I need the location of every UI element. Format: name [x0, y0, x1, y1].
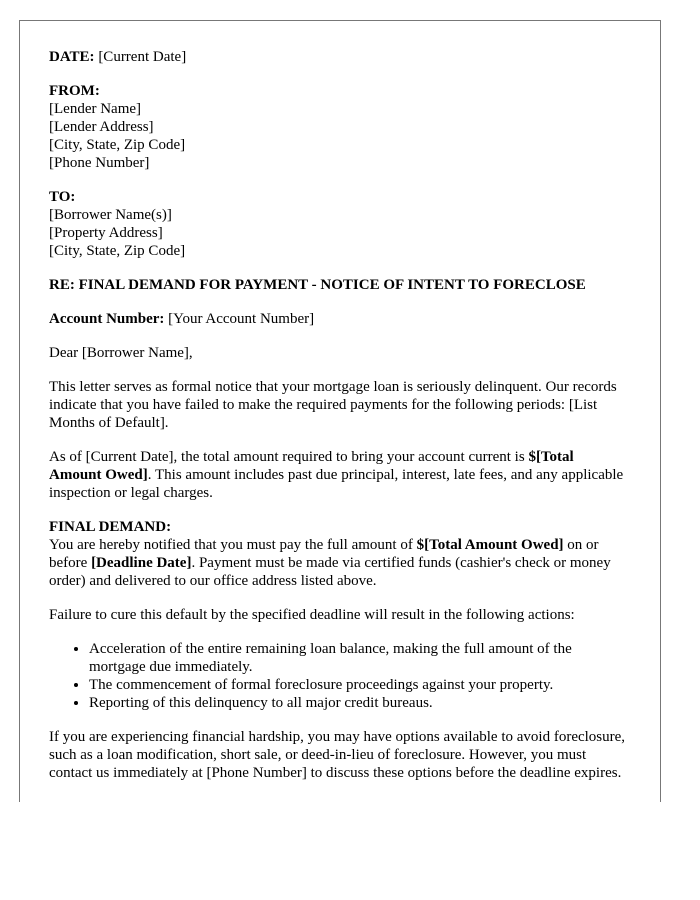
date-value: [Current Date] — [98, 49, 187, 65]
to-property-address: [Property Address] — [49, 225, 163, 241]
from-lender-name: [Lender Name] — [49, 101, 142, 117]
to-city-state-zip: [City, State, Zip Code] — [49, 243, 186, 259]
list-item: • Acceleration of the entire remaining loan balance, making the full amount of the mortgage due immediately. — [89, 640, 629, 676]
to-borrower-names: [Borrower Name(s)] — [49, 207, 172, 223]
amount-paragraph-part1: As of [Current Date], the total amount required to bring your account current is — [49, 449, 529, 465]
from-lender-address: [Lender Address] — [49, 119, 154, 135]
amount-owed-value: $[Total Amount Owed] — [49, 449, 574, 483]
final-demand-part1: You are hereby notified that you must pay the full amount of — [49, 537, 417, 553]
salutation: Dear [Borrower Name], — [49, 345, 193, 361]
from-block — [49, 82, 629, 172]
failure-intro: Failure to cure this default by the specified deadline will result in the following actions: — [49, 607, 575, 623]
to-block — [49, 188, 629, 260]
from-city-state-zip: [City, State, Zip Code] — [49, 137, 186, 153]
final-demand-part3: . Payment must be made via certified funds (cashier's check or money order) and delivered to our office address listed above. — [49, 555, 611, 589]
from-label: FROM: — [49, 83, 100, 99]
final-demand-heading: FINAL DEMAND: — [49, 519, 172, 535]
actions-list — [49, 640, 629, 712]
list-item: • The commencement of formal foreclosure proceedings against your property. — [89, 676, 629, 694]
amount-owed-paragraph — [49, 448, 629, 502]
final-demand-amount: $[Total Amount Owed] — [416, 537, 564, 553]
account-line — [49, 310, 629, 328]
date-line — [49, 48, 629, 66]
account-label: Account Number: — [49, 311, 165, 327]
list-item: • Reporting of this delinquency to all major credit bureaus. — [89, 694, 629, 712]
final-demand-section — [49, 518, 629, 590]
account-value: [Your Account Number] — [168, 311, 315, 327]
final-demand-deadline: [Deadline Date] — [91, 555, 192, 571]
to-label: TO: — [49, 189, 76, 205]
hardship-paragraph: If you are experiencing financial hardship, you may have options available to avoid foreclosure, such as a loan modification, short sale, or deed-in-lieu of foreclosure. However, you must contact us immediately at [Phone Number] to discuss these options before the deadline expires. — [49, 729, 626, 781]
date-label: DATE: — [49, 49, 95, 65]
subject-text: RE: FINAL DEMAND FOR PAYMENT - NOTICE OF INTENT TO FORECLOSE — [49, 277, 586, 293]
letter-content — [49, 48, 629, 798]
delinquency-paragraph: This letter serves as formal notice that your mortgage loan is seriously delinquent. Our records indicate that you have failed to make the required payments for the following periods: [List Months of Default]. — [49, 379, 617, 431]
final-demand-part2: on or before — [49, 537, 599, 571]
amount-paragraph-part2: . This amount includes past due principal, interest, late fees, and any applicable inspection or legal charges. — [49, 467, 624, 501]
letter-page — [19, 20, 661, 802]
from-phone: [Phone Number] — [49, 155, 150, 171]
subject-line — [49, 276, 629, 294]
